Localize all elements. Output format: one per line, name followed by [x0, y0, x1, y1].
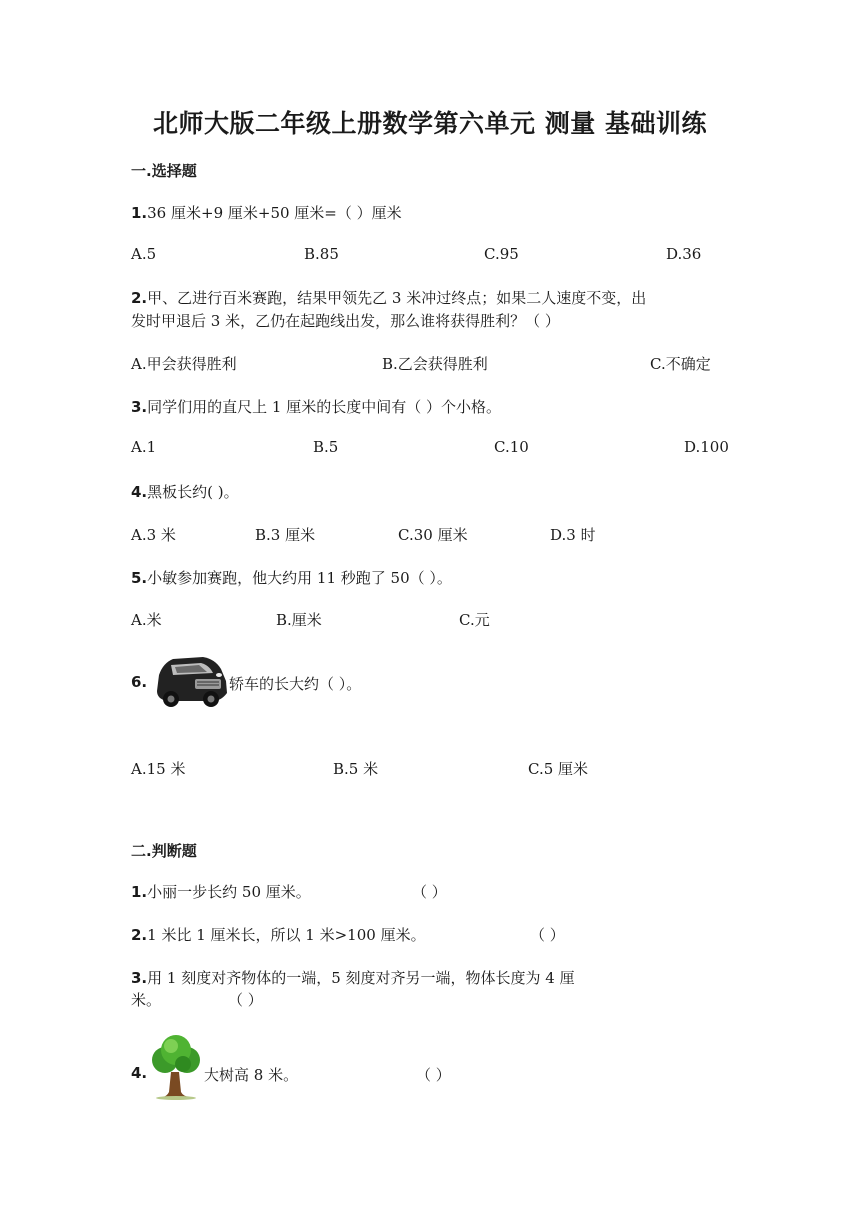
question-number: 3. — [131, 398, 148, 416]
question-number: 3. — [131, 969, 148, 987]
option-d: D.36 — [666, 245, 702, 263]
question-text: 1 米比 1 厘米长，所以 1 米>100 厘米。 — [147, 926, 426, 944]
option-c: C.不确定 — [650, 355, 711, 373]
option-b: B.乙会获得胜利 — [382, 355, 488, 373]
question-text-line1: 用 1 刻度对齐物体的一端，5 刻度对齐另一端，物体长度为 4 厘 — [147, 969, 575, 987]
question-text: 小敏参加赛跑，他大约用 11 秒跑了 50（ ）。 — [147, 569, 452, 587]
option-a: A.3 米 — [131, 526, 176, 544]
option-d: D.100 — [684, 438, 729, 456]
option-a: A.米 — [131, 611, 162, 629]
section-heading-judgment: 二.判断题 — [131, 842, 197, 860]
option-b: B.5 — [313, 438, 339, 456]
question-1 — [131, 202, 402, 223]
question-3 — [131, 396, 501, 417]
answer-parentheses: （ ） — [416, 1066, 451, 1084]
question-number: 2. — [131, 926, 148, 944]
answer-parentheses: （ ） — [530, 926, 565, 944]
question-2-line2: 发时甲退后 3 米，乙仍在起跑线出发，那么谁将获得胜利？（ ） — [131, 312, 560, 330]
question-text: 小丽一步长约 50 厘米。 — [147, 883, 311, 901]
question-number: 5. — [131, 569, 148, 587]
option-a: A.15 米 — [131, 760, 186, 778]
question-text: 黑板长约( )。 — [147, 483, 239, 501]
option-d: D.3 时 — [550, 526, 596, 544]
option-b: B.5 米 — [333, 760, 379, 778]
question-text: 轿车的长大约（ ）。 — [229, 675, 362, 693]
question-2 — [131, 287, 646, 308]
option-c: C.30 厘米 — [398, 526, 468, 544]
question-number: 4. — [131, 483, 148, 501]
question-text: 同学们用的直尺上 1 厘米的长度中间有（ ）个小格。 — [147, 398, 501, 416]
option-b: B.3 厘米 — [255, 526, 316, 544]
question-4 — [131, 481, 239, 502]
option-c: C.95 — [484, 245, 519, 263]
answer-parentheses: （ ） — [228, 991, 263, 1009]
option-a: A.甲会获得胜利 — [131, 355, 237, 373]
question-text: 36 厘米+9 厘米+50 厘米=（ ）厘米 — [147, 204, 402, 222]
option-c: C.5 厘米 — [528, 760, 589, 778]
judgment-2 — [131, 924, 426, 945]
option-b: B.85 — [304, 245, 339, 263]
question-text-line1: 甲、乙进行百米赛跑，结果甲领先乙 3 米冲过终点；如果二人速度不变，出 — [147, 289, 647, 307]
option-b: B.厘米 — [276, 611, 322, 629]
judgment-4-number — [131, 1064, 147, 1082]
question-text: 大树高 8 米。 — [204, 1066, 299, 1084]
question-number: 4. — [131, 1064, 148, 1082]
question-number: 1. — [131, 204, 148, 222]
page-title: 北师大版二年级上册数学第六单元 测量 基础训练 — [153, 109, 707, 138]
question-6-number — [131, 673, 147, 691]
car-image — [151, 651, 229, 713]
question-number: 2. — [131, 289, 148, 307]
section-heading-choice: 一.选择题 — [131, 162, 197, 180]
judgment-3-line2: 米。 — [131, 991, 162, 1009]
judgment-1 — [131, 881, 311, 902]
option-c: C.元 — [459, 611, 490, 629]
question-number: 6. — [131, 673, 148, 691]
judgment-3 — [131, 967, 575, 988]
tree-image — [149, 1034, 203, 1104]
answer-parentheses: （ ） — [412, 883, 447, 901]
option-a: A.1 — [131, 438, 157, 456]
option-a: A.5 — [131, 245, 157, 263]
option-c: C.10 — [494, 438, 529, 456]
question-number: 1. — [131, 883, 148, 901]
question-5 — [131, 567, 452, 588]
